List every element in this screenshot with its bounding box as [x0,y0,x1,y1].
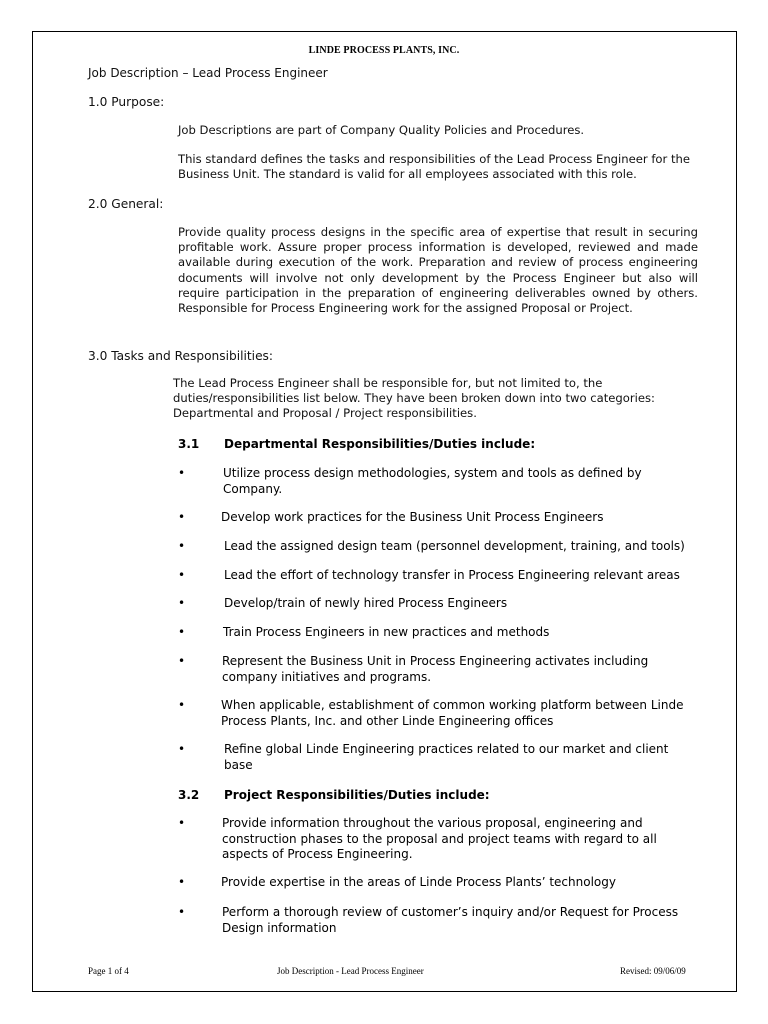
company-header: LINDE PROCESS PLANTS, INC. [308,45,460,56]
list-item: Develop work practices for the Business Unit Process Engineers [221,510,604,524]
subsection-3-2-number: 3.2 [178,788,200,802]
subsection-3-1-title: Departmental Responsibilities/Duties include: [224,437,536,451]
list-item: Provide expertise in the areas of Linde Process Plants’ technology [221,875,616,889]
bullet-icon: • [178,625,186,639]
section-1-heading: 1.0 Purpose: [88,95,165,109]
bullet-icon: • [178,742,186,756]
bullet-icon: • [178,816,186,830]
subsection-3-2-title: Project Responsibilities/Duties include: [224,788,490,802]
section-1-paragraph-2: This standard defines the tasks and responsibilities of the Lead Process Engineer for the Business Unit. The standard is valid for all employees associated with this role. [178,152,690,182]
bullet-icon: • [178,698,186,712]
bullet-icon: • [178,654,186,668]
bullet-icon: • [178,568,186,582]
list-item: Develop/train of newly hired Process Engineers [224,596,508,610]
footer-revised-date: Revised: 09/06/09 [620,966,686,976]
footer-page-number: Page 1 of 4 [88,966,129,976]
list-item: Lead the effort of technology transfer in Process Engineering relevant areas [224,568,680,582]
list-item: Lead the assigned design team (personnel development, training, and tools) [224,539,685,553]
list-item: Represent the Business Unit in Process Engineering activates including company initiatives and programs. [222,654,649,684]
list-item: When applicable, establishment of common working platform between Linde Process Plants, Inc. and other Linde Engineering offices [221,698,684,728]
list-item: Utilize process design methodologies, system and tools as defined by Company. [223,466,642,496]
bullet-icon: • [178,539,186,553]
bullet-icon: • [178,905,186,919]
bullet-icon: • [178,875,186,889]
section-3-intro: The Lead Process Engineer shall be responsible for, but not limited to, the duties/responsibilities list below. They have been broken down into two categories: Departmental and Proposal / Project responsibilities. [173,376,655,421]
bullet-icon: • [178,466,186,480]
section-2-paragraph: Provide quality process designs in the specific area of expertise that result in securing profitable work. Assure proper process information is developed, reviewed and made available during execution of the work. Preparation and review of process engineering documents will involve not only development by the Process Engineer but also will require participation in the preparation of engineering deliverables owned by others. Responsible for Process Engineering work for the assigned Proposal or Project. [178,225,698,316]
list-item: Refine global Linde Engineering practices related to our market and client base [224,742,669,772]
list-item: Train Process Engineers in new practices and methods [223,625,550,639]
section-2-heading: 2.0 General: [88,197,164,211]
bullet-icon: • [178,596,186,610]
section-1-paragraph-1: Job Descriptions are part of Company Quality Policies and Procedures. [178,123,585,137]
list-item: Perform a thorough review of customer’s inquiry and/or Request for Process Design information [222,905,679,935]
list-item: Provide information throughout the various proposal, engineering and construction phases to the proposal and project teams with regard to all aspects of Process Engineering. [222,816,657,861]
subsection-3-1-number: 3.1 [178,437,200,451]
section-3-heading: 3.0 Tasks and Responsibilities: [88,349,274,363]
document-title: Job Description – Lead Process Engineer [88,66,328,80]
bullet-icon: • [178,510,186,524]
footer-title: Job Description - Lead Process Engineer [277,966,424,976]
